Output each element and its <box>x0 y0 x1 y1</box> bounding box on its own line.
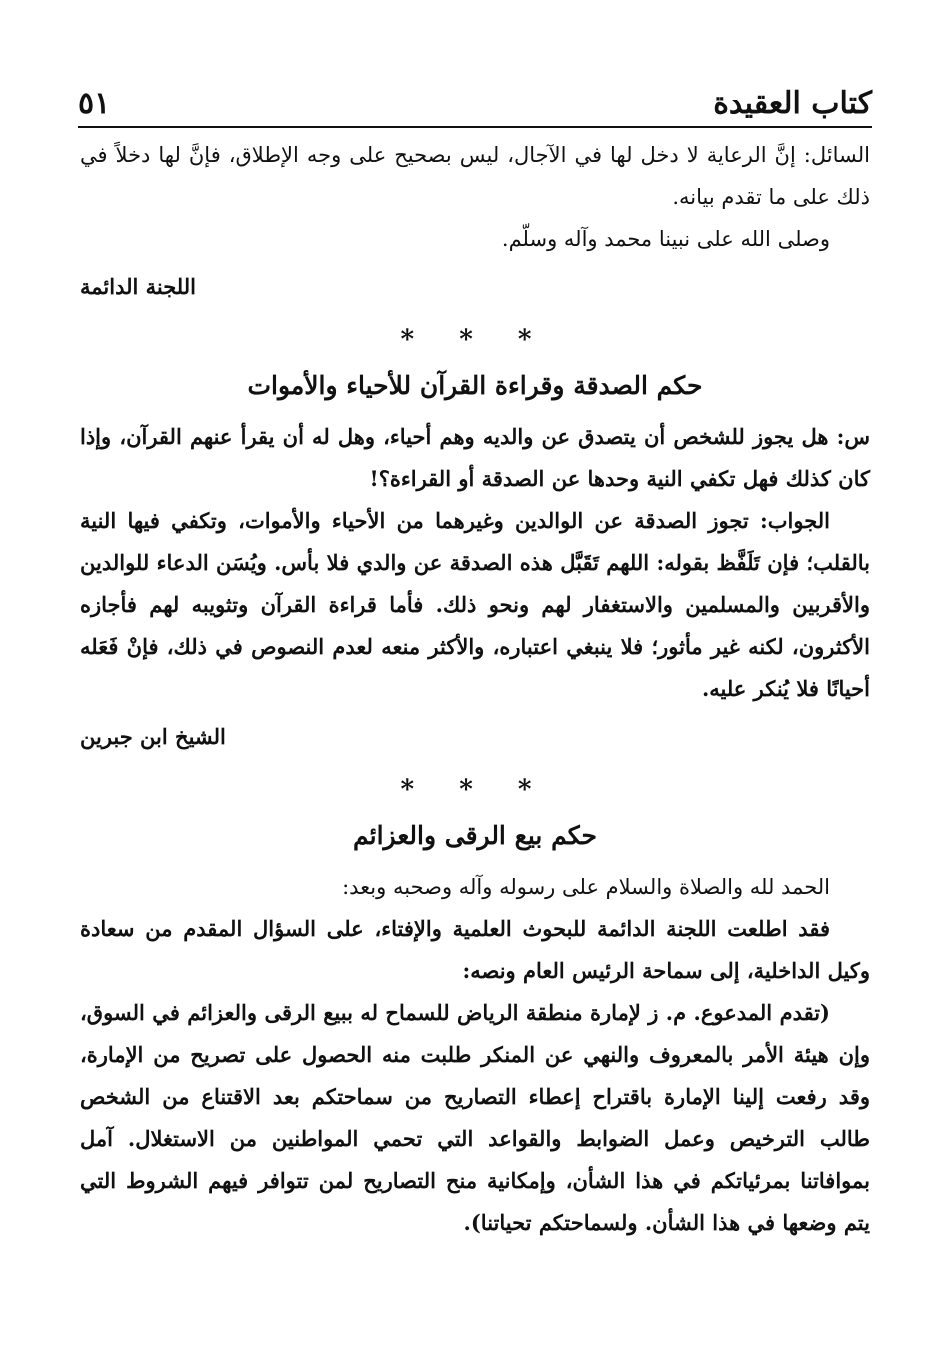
page-number: ٥١ <box>78 86 111 121</box>
section-heading-charity: حكم الصدقة وقراءة القرآن للأحياء والأموات <box>247 371 703 400</box>
page-header <box>78 78 872 124</box>
header-divider <box>78 126 872 128</box>
quoted-request: (تقدم المدعوع. م. ز لإمارة منطقة الرياض للسماح له ببيع الرقى والعزائم في السوق، وإن هيئة الأمر بالمعروف والنهي عن المنكر طلبت منه الحصول على تصريح من الإمارة، وقد رفعت إلينا الإمارة باقتراح إعطاء التصاريح من سماحتكم بعد الاقتناع من الشخص طالب الترخيص وعمل الضوابط والقواعد التي تحمي المواطنين من الاستغلال. آمل بموافاتنا بمرئياتكم في هذا الشأن، وإمكانية منح التصاريح لمن تتوافر فيهم الشروط التي يتم وضعها في هذا الشأن. ولسماحتكم تحياتنا). <box>80 1000 870 1235</box>
committee-intro: فقد اطلعت اللجنة الدائمة للبحوث العلمية والإفتاء، على السؤال المقدم من سعادة وكيل الداخلية، إلى سماحة الرئيس العام ونصه: <box>80 916 870 983</box>
opening-praise: الحمد لله والصلاة والسلام على رسوله وآله وصحبه وبعد: <box>342 875 830 899</box>
answer-continuation: السائل: إنَّ الرعاية لا دخل لها في الآجال، ليس بصحيح على وجه الإطلاق، فإنَّ لها دخلاً في ذلك على ما تقدم بيانه. <box>80 143 870 209</box>
answer-paragraph: الجواب: تجوز الصدقة عن الوالدين وغيرهما من الأحياء والأموات، وتكفي فيها النية بالقلب؛ فإن تَلَفَّظ بقوله: اللهم تَقَبَّل هذه الصدقة عن والدي فلا بأس. ويُسَن الدعاء للوالدين والأقربين والمسلمين والاستغفار لهم ونحو ذلك. فأما قراءة القرآن وتثويبه لهم فأجازه الأكثرون، لكنه غير مأثور؛ فلا ينبغي اعتباره، والأكثر منعه لعدم النصوص في ذلك، فإنْ فَعَله أحيانًا فلا يُنكر عليه. <box>80 508 870 701</box>
page-content <box>80 134 870 1244</box>
section-separator: * * * <box>400 775 550 805</box>
question-paragraph: س: هل يجوز للشخص أن يتصدق عن والديه وهم أحياء، وهل له أن يقرأ عنهم القرآن، وإذا كان كذلك فهل تكفي النية وحدها عن الصدقة أو القراءة؟! <box>80 424 870 491</box>
signature-sheikh: الشيخ ابن جبرين <box>80 724 226 749</box>
section-separator: * * * <box>400 325 550 355</box>
closing-prayer: وصلى الله على نبينا محمد وآله وسلّم. <box>501 227 830 251</box>
book-title: كتاب العقيدة <box>713 86 872 121</box>
signature-committee: اللجنة الدائمة <box>80 274 196 299</box>
section-heading-ruqyah: حكم بيع الرقى والعزائم <box>353 821 597 850</box>
